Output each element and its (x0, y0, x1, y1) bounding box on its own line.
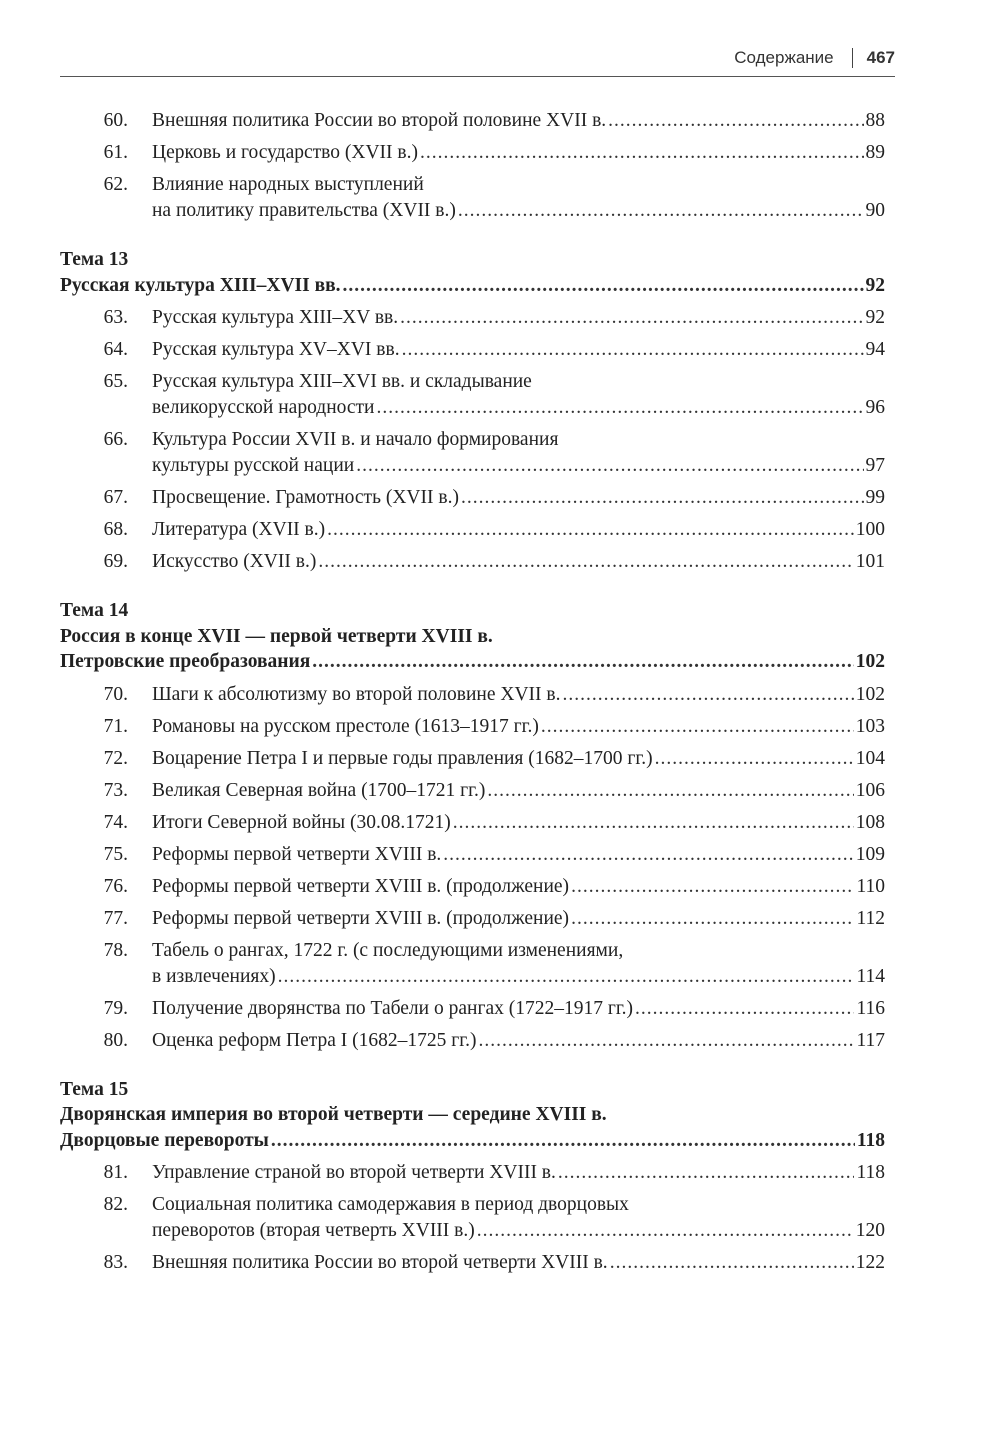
entry-number: 74. (103, 811, 128, 833)
toc-entry[interactable] (60, 935, 885, 993)
dot-leader (402, 337, 864, 363)
entry-number: 65. (103, 371, 128, 392)
entry-page-number: 108 (855, 811, 885, 833)
dot-leader (271, 1128, 855, 1154)
entry-number: 66. (103, 429, 128, 450)
dot-leader (558, 1160, 855, 1186)
dot-leader (655, 746, 854, 772)
entry-page-number: 114 (856, 965, 885, 987)
entry-title: Реформы первой четверти XVIII в. (152, 843, 442, 865)
entry-page-number: 112 (856, 907, 885, 929)
entry-page-number: 104 (855, 747, 885, 769)
entry-title: Реформы первой четверти XVIII в. (продолжение) (152, 875, 570, 897)
entry-line (60, 682, 885, 708)
dot-leader (487, 778, 853, 804)
entry-line (60, 746, 885, 772)
toc-entry[interactable] (60, 514, 885, 546)
entry-title: Социальная политика самодержавия в период дворцовых (152, 1194, 629, 1215)
entry-title: Внешняя политика России во второй половине XVII в. (152, 110, 607, 131)
entry-page-number: 117 (856, 1029, 885, 1051)
entry-number: 78. (103, 939, 128, 961)
entry-title: Оценка реформ Петра I (1682–1725 гг.) (152, 1029, 477, 1051)
entry-line (60, 842, 885, 868)
toc-entry[interactable] (60, 366, 885, 424)
entry-title: Шаги к абсолютизму во второй половине XVII в. (152, 683, 561, 705)
theme-title-line (60, 1102, 885, 1128)
theme-label: Тема 13 (60, 249, 129, 270)
dot-leader (635, 996, 854, 1022)
toc-entry[interactable] (60, 775, 885, 807)
dot-leader (356, 453, 863, 479)
toc-entry[interactable] (60, 302, 885, 334)
entry-page-number: 89 (865, 142, 885, 163)
entry-title: Русская культура XIII–XVI вв. и складывание (152, 371, 532, 392)
theme-label: Тема 14 (60, 600, 129, 621)
entry-title: Просвещение. Грамотность (XVII в.) (152, 487, 459, 508)
entry-line (60, 1028, 885, 1054)
entry-title: на политику правительства (XVII в.) (152, 200, 456, 221)
dot-leader (318, 549, 853, 575)
running-header (60, 40, 895, 77)
entry-title: Воцарение Петра I и первые годы правления (1682–1700 гг.) (152, 747, 653, 769)
entry-number: 83. (103, 1252, 128, 1273)
toc-entry[interactable] (60, 993, 885, 1025)
entry-line (60, 778, 885, 804)
entry-line (60, 453, 885, 479)
entry-line (60, 874, 885, 900)
entry-title: Управление страной во второй четверти XVIII в. (152, 1162, 556, 1183)
dot-leader (562, 682, 853, 708)
entry-line (60, 1250, 885, 1276)
entry-number: 79. (103, 997, 128, 1019)
entry-title: Церковь и государство (XVII в.) (152, 142, 418, 163)
theme-label: Тема 15 (60, 1078, 129, 1100)
entry-page-number: 92 (865, 307, 885, 328)
entry-line (60, 996, 885, 1022)
toc-entry[interactable] (60, 546, 885, 578)
dot-leader (453, 810, 854, 836)
entry-line (60, 305, 885, 331)
entry-line (60, 395, 885, 421)
entry-title: Культура России XVII в. и начало формирования (152, 429, 559, 450)
entry-number: 61. (103, 142, 128, 163)
dot-leader (608, 108, 863, 134)
entry-page-number: 103 (855, 715, 885, 737)
toc-section (60, 247, 885, 578)
dot-leader (400, 305, 863, 331)
entry-number: 68. (103, 519, 128, 540)
entry-number: 72. (103, 747, 128, 769)
entry-line (60, 198, 885, 224)
theme-title: Русская культура XIII–XVII вв. (60, 274, 341, 296)
entry-page-number: 97 (865, 455, 885, 476)
entry-page-number: 90 (865, 200, 885, 221)
entry-number: 77. (103, 907, 128, 929)
entry-number: 80. (103, 1029, 128, 1051)
entry-title: в извлечениях) (152, 965, 276, 987)
entry-line (60, 1192, 885, 1218)
dot-leader (571, 906, 854, 932)
toc-entry[interactable] (60, 105, 885, 137)
entry-page-number: 94 (865, 339, 885, 360)
entry-title: Влияние народных выступлений (152, 174, 424, 195)
toc-entry[interactable] (60, 871, 885, 903)
section-title: Содержание (734, 48, 834, 67)
entry-line (60, 1160, 885, 1186)
toc-entry[interactable] (60, 482, 885, 514)
entry-page-number: 88 (865, 110, 885, 131)
entry-number: 71. (103, 715, 128, 737)
toc-entry[interactable] (60, 807, 885, 839)
dot-leader (278, 964, 855, 990)
entry-number: 64. (103, 339, 128, 360)
entry-page-number: 110 (856, 875, 885, 897)
entry-title: Искусство (XVII в.) (152, 551, 317, 572)
entry-line (60, 427, 885, 453)
entry-number: 70. (103, 683, 128, 705)
dot-leader (443, 842, 853, 868)
toc-entry[interactable] (60, 903, 885, 935)
theme-title: Дворянская империя во второй четверти — середине XVIII в. (60, 1104, 607, 1125)
entry-page-number: 120 (855, 1220, 885, 1241)
entry-title: Получение дворянства по Табели о рангах (1722–1917 гг.) (152, 997, 634, 1019)
dot-leader (420, 140, 864, 166)
entry-number: 82. (103, 1194, 128, 1215)
toc-entry[interactable] (60, 334, 885, 366)
entry-number: 63. (103, 307, 128, 328)
entry-title: Табель о рангах, 1722 г. (с последующими изменениями, (152, 939, 624, 961)
entry-number: 62. (103, 174, 128, 195)
entry-line (60, 549, 885, 575)
dot-leader (571, 874, 854, 900)
entry-line (60, 714, 885, 740)
entry-page-number: 99 (865, 487, 885, 508)
entry-title: Реформы первой четверти XVIII в. (продолжение) (152, 907, 570, 929)
entry-title: Великая Северная война (1700–1721 гг.) (152, 779, 486, 801)
entry-line (60, 810, 885, 836)
theme-title: Дворцовые перевороты (60, 1129, 269, 1151)
dot-leader (343, 273, 864, 299)
header-divider (852, 48, 853, 68)
entry-line (60, 485, 885, 511)
table-of-contents (60, 105, 885, 1279)
entry-line (60, 337, 885, 363)
entry-line (60, 517, 885, 543)
entry-page-number: 96 (865, 397, 885, 418)
toc-entry[interactable] (60, 424, 885, 482)
entry-line (60, 1218, 885, 1244)
toc-entry[interactable] (60, 743, 885, 775)
theme-title-line (60, 273, 885, 303)
dot-leader (610, 1250, 854, 1276)
entry-title: Русская культура XV–XVI вв. (152, 339, 400, 360)
entry-number: 60. (103, 110, 128, 131)
entry-line (60, 369, 885, 395)
dot-leader (376, 395, 863, 421)
entry-title: Литература (XVII в.) (152, 519, 326, 540)
entry-page-number: 109 (855, 843, 885, 865)
entry-line (60, 906, 885, 932)
theme-title: Россия в конце XVII — первой четверти XVIII в. (60, 625, 493, 647)
toc-entry[interactable] (60, 1247, 885, 1279)
theme-page-number: 92 (865, 274, 885, 296)
theme-page-number: 102 (855, 651, 885, 672)
dot-leader (327, 517, 854, 543)
toc-entry[interactable] (60, 137, 885, 169)
entry-title: культуры русской нации (152, 455, 355, 476)
entry-page-number: 122 (855, 1252, 885, 1273)
toc-section (60, 1077, 885, 1280)
entry-number: 75. (103, 843, 128, 865)
dot-leader (478, 1028, 854, 1054)
toc-entry[interactable] (60, 1189, 885, 1247)
toc-entry[interactable] (60, 679, 885, 711)
entry-title: Внешняя политика России во второй четверти XVIII в. (152, 1252, 608, 1273)
dot-leader (541, 714, 854, 740)
entry-line (60, 140, 885, 166)
theme-title-line (60, 1128, 885, 1158)
entry-page-number: 100 (855, 519, 885, 540)
theme-title-line (60, 649, 885, 679)
entry-page-number: 116 (856, 997, 885, 1019)
entry-number: 76. (103, 875, 128, 897)
entry-title: переворотов (вторая четверть XVIII в.) (152, 1220, 475, 1241)
entry-title: великорусской народности (152, 397, 375, 418)
entry-number: 67. (103, 487, 128, 508)
toc-entry[interactable] (60, 1025, 885, 1057)
dot-leader (312, 649, 853, 675)
dot-leader (461, 485, 864, 511)
toc-entry[interactable] (60, 169, 885, 227)
entry-line (60, 108, 885, 134)
page-number: 467 (866, 48, 895, 67)
toc-section (60, 598, 885, 1057)
toc-section (60, 105, 885, 227)
entry-number: 81. (103, 1162, 128, 1183)
toc-entry[interactable] (60, 1157, 885, 1189)
theme-page-number: 118 (856, 1129, 885, 1151)
entry-title: Романовы на русском престоле (1613–1917 гг.) (152, 715, 539, 737)
entry-page-number: 102 (855, 683, 885, 705)
theme-title-line (60, 624, 885, 650)
entry-number: 73. (103, 779, 128, 801)
entry-line (60, 172, 885, 198)
toc-entry[interactable] (60, 839, 885, 871)
entry-title: Итоги Северной войны (30.08.1721) (152, 811, 451, 833)
entry-title: Русская культура XIII–XV вв. (152, 307, 399, 328)
entry-line (60, 964, 885, 990)
entry-line (60, 938, 885, 964)
dot-leader (458, 198, 864, 224)
entry-page-number: 106 (855, 779, 885, 801)
theme-title: Петровские преобразования (60, 651, 311, 672)
entry-page-number: 101 (855, 551, 885, 572)
entry-page-number: 118 (856, 1162, 885, 1183)
entry-number: 69. (103, 551, 128, 572)
toc-entry[interactable] (60, 711, 885, 743)
dot-leader (477, 1218, 854, 1244)
